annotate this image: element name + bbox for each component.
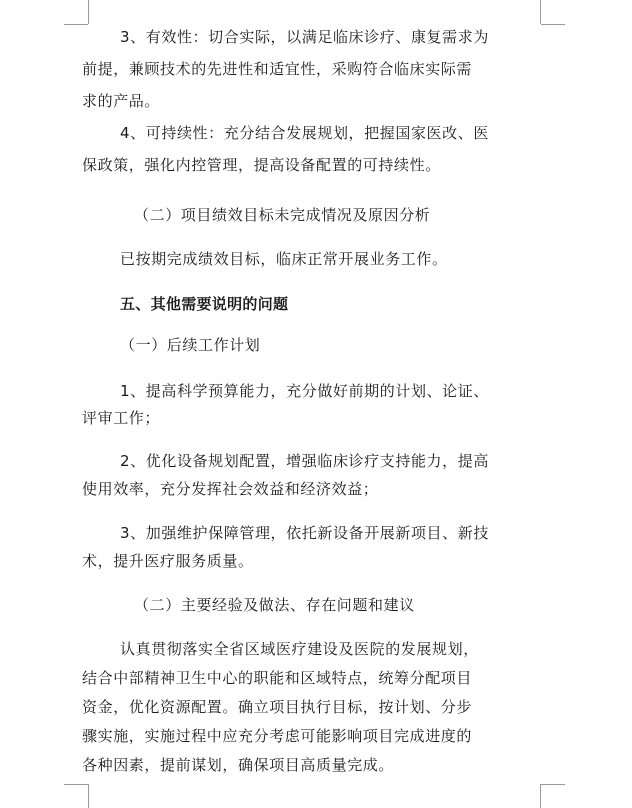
crop-mark-bottom-left-h — [64, 784, 88, 785]
paragraph-line: 资金，优化资源配置。确立项目执行目标，按计划、分步 — [82, 698, 473, 716]
paragraph-line: 结合中部精神卫生中心的职能和区域特点，统筹分配项目 — [82, 669, 473, 687]
paragraph-line: 认真贯彻落实全省区域医疗建设及医院的发展规划， — [120, 640, 479, 658]
crop-mark-top-left-h — [64, 24, 88, 25]
paragraph-line: 1、提高科学预算能力，充分做好前期的计划、论证、 — [120, 382, 489, 400]
paragraph-line: 2、优化设备规划配置，增强临床诊疗支持能力，提高 — [120, 452, 489, 470]
crop-mark-bottom-right-v — [540, 784, 541, 808]
section-heading: （二）主要经验及做法、存在问题和建议 — [134, 596, 415, 614]
paragraph-line: 各种因素，提前谋划，确保项目高质量完成。 — [82, 756, 395, 774]
paragraph-line: 使用效率，充分发挥社会效益和经济效益； — [82, 480, 379, 498]
paragraph-line: 4、可持续性：充分结合发展规划，把握国家医改、医 — [120, 124, 489, 142]
section-heading: （一）后续工作计划 — [120, 336, 261, 354]
chapter-heading: 五、其他需要说明的问题 — [120, 295, 289, 313]
paragraph-line: 3、加强维护保障管理，依托新设备开展新项目、新技 — [120, 524, 489, 542]
paragraph-line: 已按期完成绩效目标，临床正常开展业务工作。 — [120, 250, 448, 268]
paragraph-line: 3、有效性：切合实际，以满足临床诊疗、康复需求为 — [120, 28, 489, 46]
crop-mark-bottom-left-v — [88, 784, 89, 808]
crop-mark-top-left-v — [88, 0, 89, 24]
section-heading: （二）项目绩效目标未完成情况及原因分析 — [134, 206, 431, 224]
crop-mark-bottom-right-h — [541, 784, 565, 785]
paragraph-line: 前提，兼顾技术的先进性和适宜性，采购符合临床实际需 — [82, 60, 473, 78]
paragraph-line: 保政策，强化内控管理，提高设备配置的可持续性。 — [82, 156, 441, 174]
paragraph-line: 骤实施，实施过程中应充分考虑可能影响项目完成进度的 — [82, 727, 473, 745]
paragraph-line: 评审工作； — [82, 409, 161, 427]
paragraph-line: 术，提升医疗服务质量。 — [82, 552, 254, 570]
paragraph-line: 求的产品。 — [82, 92, 161, 110]
